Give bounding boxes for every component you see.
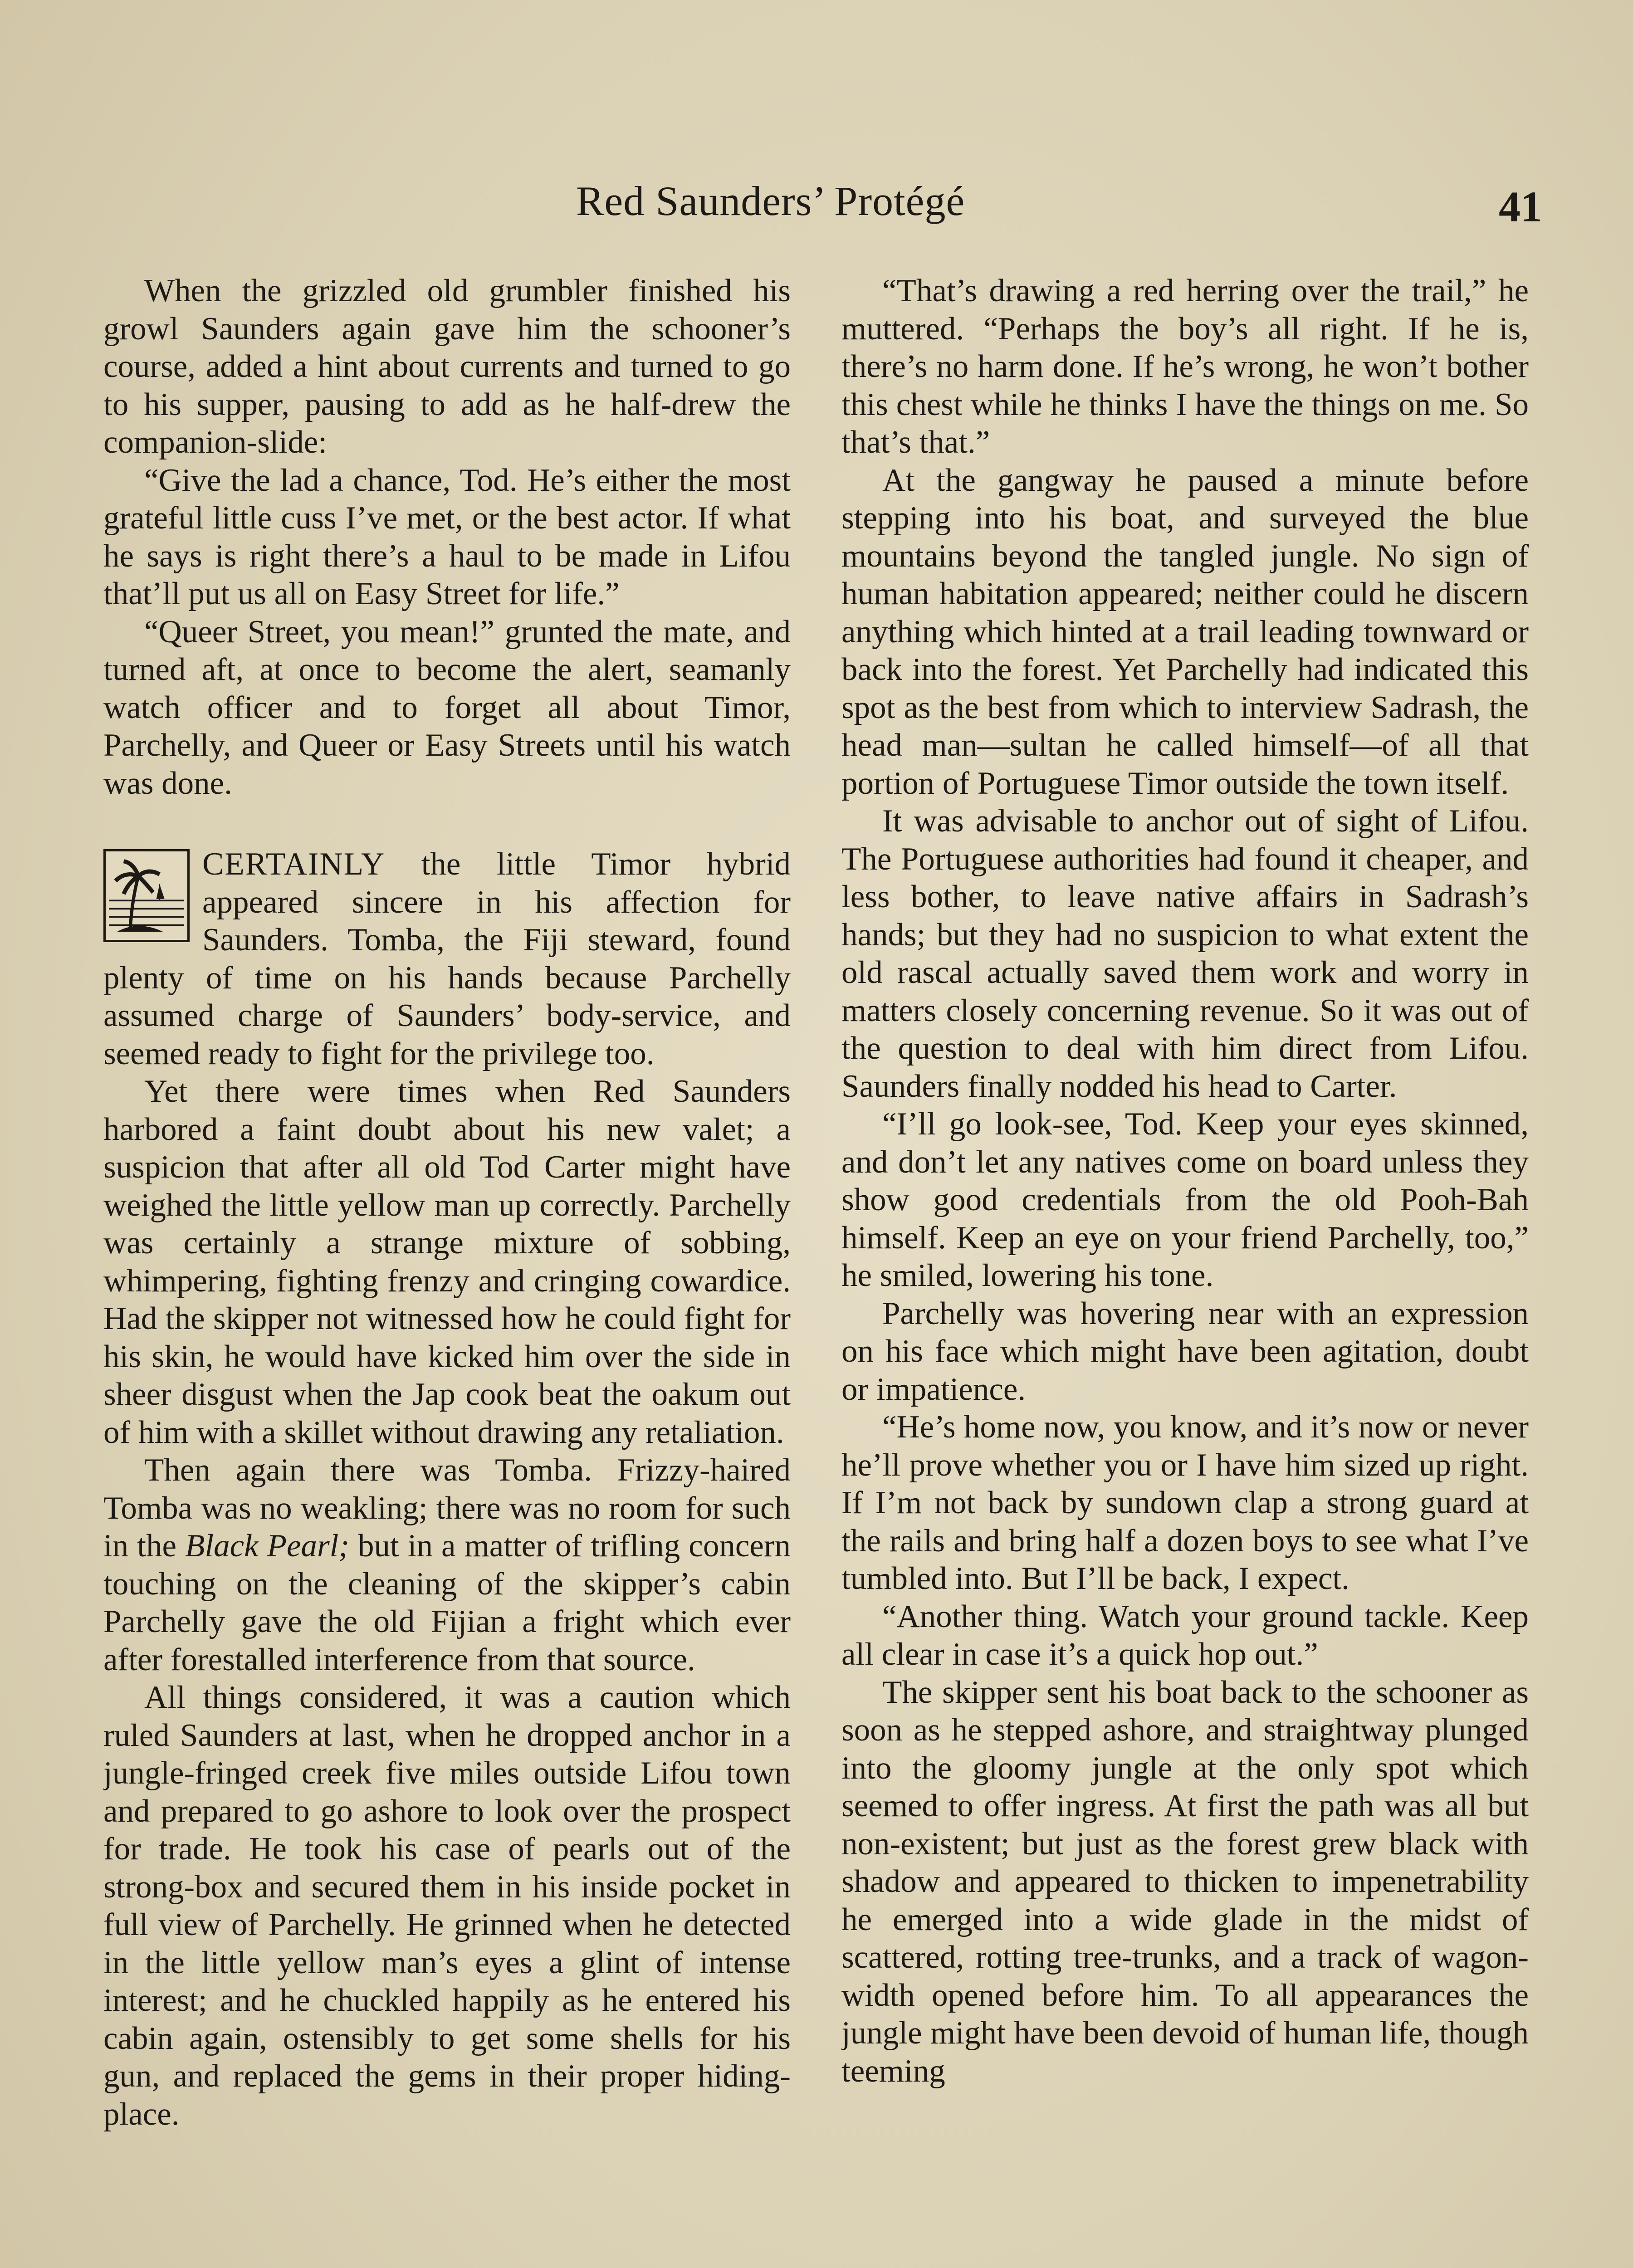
paragraph: “Another thing. Watch your ground tackle. Keep all clear in case it’s a quick hop out.” <box>841 1598 1529 1672</box>
paragraph: It was advisable to anchor out of sight of Lifou. The Portuguese authorities had found it cheaper, and less bother, to leave native affairs in Sadrash’s hands; but they had no suspicion to what extent the old rascal actually saved them work and worry in matters closely concerning revenue. So it was out of the question to deal with him direct from Lifou. Saunders finally nodded his head to Carter. <box>841 803 1529 1104</box>
paragraph: When the grizzled old grumbler finished his growl Saunders again gave him the schooner’s course, added a hint about currents and turned to go to his supper, pausing to add as he half-drew the companion-slide: <box>103 273 791 460</box>
paragraph: Parchelly was hovering near with an expression on his face which might have been agitation, doubt or impatience. <box>841 1295 1529 1407</box>
paragraph: All things considered, it was a caution which ruled Saunders at last, when he dropped anchor in a jungle-fringed creek five miles outside Lifou town and prepared to go ashore to look over the prospect for trade. He took his case of pearls out of the strong-box and secured them in his inside pocket in full view of Parchelly. He grinned when he detected in the little yellow man’s eyes a glint of intense interest; and he chuckled happily as he entered his cabin again, ostensibly to get some shells for his gun, and replaced the gems in their proper hiding-place. <box>103 1680 791 2132</box>
paragraph: “Queer Street, you mean!” grunted the mate, and turned aft, at once to become the alert, seamanly watch officer and to forget all about Timor, Parchelly, and Queer or Easy Streets until his watch was done. <box>103 614 791 801</box>
ship-name: Black Pearl; <box>185 1528 350 1564</box>
paragraph <box>103 846 791 1073</box>
page-number: 41 <box>1499 182 1542 231</box>
paragraph: At the gangway he paused a minute before stepping into his boat, and surveyed the blue mountains beyond the tangled jungle. No sign of human habitation appeared; neither could he discern anything which hinted at a trail leading townward or back into the forest. Yet Parchelly had indicated this spot as the best from which to interview Sadrash, the head man—sultan he called himself—of all that portion of Portuguese Timor outside the town itself. <box>841 462 1529 801</box>
lead-word: CERTAINLY <box>202 846 386 882</box>
paragraph: “He’s home now, you know, and it’s now or never he’ll prove whether you or I have him sized up right. If I’m not back by sundown clap a strong guard at the rails and bring half a dozen boys to see what I’ve tumbled into. But I’ll be back, I expect. <box>841 1409 1529 1596</box>
paragraph-text: the little Timor hybrid appeared sincere in his affection for Saunders. Tomba, the Fiji steward, found plenty of time on his hands because Parchelly assumed charge of Saunders’ body-service, and seemed ready to fight for the privilege too. <box>103 846 791 1071</box>
paragraph-text: Then again there was Tomba. Frizzy-haired Tomba was no weakling; there was no room for such in the <box>103 1452 791 1564</box>
paragraph <box>103 1452 791 1679</box>
paragraph: “Give the lad a chance, Tod. He’s either the most grateful little cuss I’ve met, or the best actor. If what he says is right there’s a haul to be made in Lifou that’ll put us all on Easy Street for life.” <box>103 462 791 611</box>
palm-tree-island-icon <box>103 849 190 942</box>
paragraph: The skipper sent his boat back to the schooner as soon as he stepped ashore, and straightway plunged into the gloomy jungle at the only spot which seemed to offer ingress. At first the path was all but non-existent; but just as the forest grew black with shadow and appeared to thicken to impenetrability he emerged into a wide glade in the midst of scattered, rotting tree-trunks, and a track of wagon-width opened before him. To all appearances the jungle might have been devoid of human life, though teeming <box>841 1674 1529 2089</box>
left-column <box>103 272 791 2268</box>
paragraph-text: but in a matter of trifling concern touching on the cleaning of the skipper’s cabin Parchelly gave the old Fijian a fright which ever after forestalled interference from that source. <box>103 1528 791 1677</box>
section-break <box>103 846 791 1073</box>
paragraph: “That’s drawing a red herring over the trail,” he muttered. “Perhaps the boy’s all right. If he is, there’s no harm done. If he’s wrong, he won’t bother this chest while he thinks I have the things on me. So that’s that.” <box>841 273 1529 460</box>
running-title: Red Saunders’ Protégé <box>576 178 965 224</box>
paragraph: Yet there were times when Red Saunders harbored a faint doubt about his new valet; a suspicion that after all old Tod Carter might have weighed the little yellow man up correctly. Parchelly was certainly a strange mixture of sobbing, whimpering, fighting frenzy and cringing cowardice. Had the skipper not witnessed how he could fight for his skin, he would have kicked him over the side in sheer disgust when the Jap cook beat the oakum out of him with a skillet without drawing any retaliation. <box>103 1074 791 1450</box>
paragraph: “I’ll go look-see, Tod. Keep your eyes skinned, and don’t let any natives come on board unless they show good credentials from the old Pooh-Bah himself. Keep an eye on your friend Parchelly, too,” he smiled, lowering his tone. <box>841 1106 1529 1293</box>
right-column <box>841 272 1529 2268</box>
